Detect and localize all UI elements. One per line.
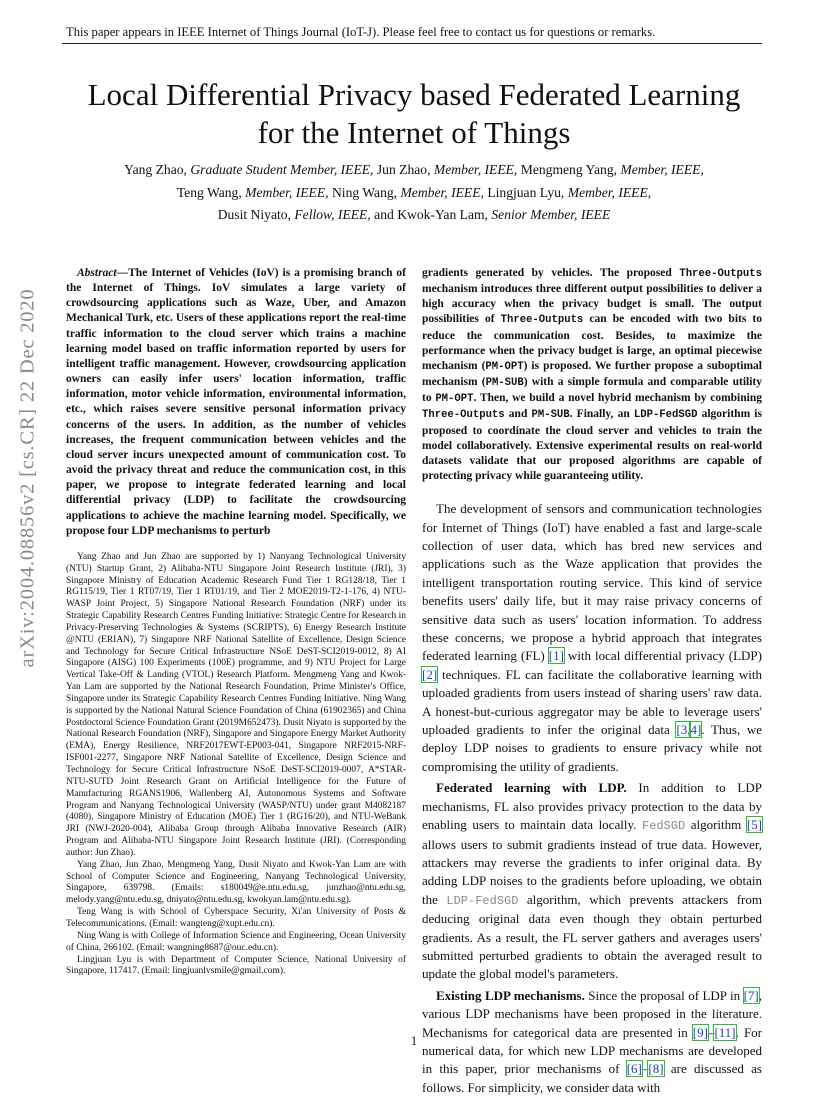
paper-title bbox=[40, 76, 788, 152]
paragraph-text: The development of sensors and communication technologies for Internet of Things (IoT) have enabled a fast and large-scale collection of user data, which has bred new services and applications such as the Waze application that provides the intelligent transportation routing service. This kind of service benefits users' daily life, but it may raise privacy concerns of sensitive data such as users' location information. To address these concerns, we propose a hybrid approach that integrates federated learning (FL) bbox=[422, 501, 762, 664]
paragraph-text: with local differential privacy (LDP) bbox=[563, 648, 762, 664]
citation-link[interactable]: [1] bbox=[548, 648, 564, 664]
citation-link[interactable]: [6] bbox=[626, 1061, 642, 1077]
footnote-affiliation-ouc: Ning Wang is with College of Information Science and Engineering, Ocean University of China, 266102. (Email: wangning8687@ouc.edu.cn). bbox=[66, 930, 406, 953]
citation-link[interactable]: 4] bbox=[690, 722, 702, 738]
paragraph-text: algorithm bbox=[685, 817, 747, 833]
abstract-text: mechanism introduces three different output possibilities to deliver a high accuracy when the privacy budget is small. The output possibilities of bbox=[422, 283, 762, 326]
arxiv-identifier: arXiv:2004.08856v2 [cs.CR] 22 Dec 2020 bbox=[16, 288, 39, 668]
abstract-label: Abstract bbox=[77, 267, 117, 279]
author-name: Mengmeng Yang, bbox=[520, 162, 618, 177]
footnote-affiliation-xupt: Teng Wang is with School of Cyberspace Security, Xi'an University of Posts & Telecommunications. (Email: wangteng@xupt.edu.cn). bbox=[66, 907, 406, 929]
footnotes bbox=[66, 552, 406, 978]
citation-link[interactable]: [11] bbox=[714, 1024, 736, 1040]
mechanism-name: PM-OPT bbox=[485, 360, 524, 373]
mechanism-name: LDP-FedSGD bbox=[633, 409, 698, 422]
mechanism-name: Three-Outputs bbox=[500, 314, 584, 327]
paragraph-text: . Thus, we deploy LDP noises to gradients to ensure privacy while not compromising the utility of gradients. bbox=[422, 722, 762, 774]
footnote-affiliation-ntu: Yang Zhao, Jun Zhao, Mengmeng Yang, Dusit Niyato and Kwok-Yan Lam are with School of Computer Science and Engineering, Nanyang Technological University, Singapore, 639798. (Emails: s180049@e.ntu.edu.sg, junzhao@ntu.edu.sg, melody.yang@ntu.edu.sg, dniyato@ntu.edu.sg, kwokyan.lam@ntu.edu.sg). bbox=[66, 859, 406, 906]
journal-header-note: This paper appears in IEEE Internet of Things Journal (IoT-J). Please feel free to contact us for questions or remarks. bbox=[66, 25, 656, 39]
author-line-1 bbox=[40, 159, 788, 182]
author-line-3 bbox=[40, 204, 788, 227]
citation-link[interactable]: [2] bbox=[422, 666, 438, 682]
arxiv-side-stamp bbox=[6, 248, 50, 708]
mechanism-name: PM-SUB bbox=[531, 409, 570, 422]
abstract-text: —The Internet of Vehicles (IoV) is a promising branch of the Internet of Things. IoV simulates a large variety of crowdsourcing applications such as Waze, Uber, and Amazon Mechanical Turk, etc. Users of these applications report the real-time traffic information to the cloud server which trains a machine learning model based on traffic information reported by users for intelligent traffic management. However, crowdsourcing application owners can easily infer users' location information, traffic information, motor vehicle information, environmental information, etc., which raises severe sensitive personal information privacy concerns of the users. In addition, as the number of vehicles increases, the frequent communication between vehicles and the cloud server incurs unexpected amount of communication cost. To avoid the privacy threat and reduce the communication cost, in this paper, we propose to integrate federated learning and local differential privacy (LDP) to facilitate the crowdsourcing applications to achieve the machine learning model. Specifically, we propose four LDP mechanisms to perturb bbox=[66, 267, 406, 537]
paragraph-text: , various LDP mechanisms have been proposed in the literature. Mechanisms for categorical data are presented in bbox=[422, 987, 762, 1040]
abstract-text: . Then, we build a novel hybrid mechanism by combining bbox=[473, 392, 762, 405]
footnote-funding: Yang Zhao and Jun Zhao are supported by 1) Nanyang Technological University (NTU) Startup Grant, 2) Alibaba-NTU Singapore Joint Research Institute (JRI), 3) Singapore Ministry of Education Academic Research Fund Tier 1 RG128/18, Tier 1 RG115/19, Tier 1 RT07/19, Tier 1 RT01/19, and Tier 2 MOE2019-T2-1-176, 4) NTU-WASP Joint Project, 5) Singapore National Research Foundation (NRF) under its Strategic Capability Research Centres Funding Initiative: Strategic Centre for Research in Privacy-Preserving Technologies & Systems (SCRIPTS), 6) Energy Research Institute @NTU (ERIAN), 7) Singapore NRF National Satellite of Excellence, Design Science and Technology for Secure Critical Infrastructure NSoE DeST-SCI2019-0012, 8) AI Singapore (AISG) 100 Experiments (100E) programme, and 9) NTU Project for Large Vertical Take-Off & Landing (VTOL) Research Platform. Mengmeng Yang and Kwok-Yan Lam are supported by the National Research Foundation, Prime Minister's Office, Singapore under its Strategic Capability Research Centres Funding Initiative. Ning Wang is supported by the National Natural Science Foundation of China (61902365) and China Postdoctoral Science Foundation Grant (2019M652473). Dusit Niyato is supported by the National Research Foundation (NRF), Singapore and Singapore Energy Market Authority (EMA), Energy Resilience, NRF2017EWT-EP003-041, Singapore NRF2015-NRF-ISF001-2277, Singapore NRF National Satellite of Excellence, Design Science and Technology for Secure Critical Infrastructure NSoE DeST-SCI2019-0007, A*STAR-NTU-SUTD Joint Research Grant on Artificial Intelligence for the Future of Manufacturing RGANS1906, Wallenberg AI, Autonomous Systems and Software Program and Nanyang Technological University (WASP/NTU) under grant M4082187 (4080), Singapore Ministry of Education (MOE) Tier 1 (RG16/20), and NTU-WeBank JRI (NWJ-2020-004), Alibaba Group through Alibaba Innovative Research (AIR) Program and Alibaba-NTU Singapore Joint Research Institute (JRI). (Corresponding author: Jun Zhao). bbox=[66, 551, 406, 858]
author-name: Teng Wang, bbox=[176, 184, 242, 200]
author-role: Member, IEEE, bbox=[433, 162, 518, 177]
abstract-text: ) with a simple formula and comparable utility to bbox=[422, 376, 762, 405]
paragraph-text: In addition to LDP mechanisms, FL also provides privacy protection to the data by enabling users to maintain data locally. bbox=[422, 780, 762, 833]
author-role: Member, IEEE, bbox=[567, 184, 652, 200]
abstract-text: and bbox=[504, 408, 532, 421]
author-name: Lingjuan Lyu, bbox=[487, 184, 565, 200]
intro-paragraph-1 bbox=[422, 500, 762, 776]
author-role: Graduate Student Member, IEEE, bbox=[190, 162, 374, 177]
abstract-text: . Finally, an bbox=[569, 408, 634, 421]
citation-link[interactable]: [5] bbox=[746, 817, 763, 833]
abstract-text: ) is proposed. We further propose a suboptimal mechanism ( bbox=[422, 359, 762, 389]
footnote-affiliation-nus: Lingjuan Lyu is with Department of Computer Science, National University of Singapore, 117417. (Email: lingjuanlvsmile@gmail.com). bbox=[66, 954, 406, 977]
paragraph-text: are discussed as follows. For simplicity, we consider data with bbox=[422, 1061, 762, 1095]
paragraph-text: techniques. FL can facilitate the collaborative learning with uploaded gradients from users instead of sharing users' raw data. A honest-but-curious aggregator may be able to leverage users' uploaded gradients to infer the original data bbox=[422, 666, 762, 738]
abstract-text: can be encoded with two bits to reduce the communication cost. Besides, to maximize the performance when the privacy budget is large, an optimal piecewise mechanism ( bbox=[422, 313, 762, 372]
right-column bbox=[422, 266, 762, 1097]
introduction bbox=[422, 500, 762, 1097]
mechanism-name: PM-SUB bbox=[485, 377, 524, 390]
algorithm-name: FedSGD bbox=[641, 819, 686, 834]
runin-heading: Federated learning with LDP. bbox=[436, 780, 627, 796]
header-rule bbox=[62, 43, 762, 44]
author-role: Member, IEEE, bbox=[620, 162, 704, 177]
algorithm-name: LDP-FedSGD bbox=[446, 893, 519, 908]
mechanism-name: PM-OPT bbox=[435, 393, 474, 406]
author-line-2 bbox=[40, 182, 788, 205]
author-name: Yang Zhao, bbox=[124, 162, 187, 177]
paragraph-text: – bbox=[641, 1061, 649, 1077]
author-name: Ning Wang, bbox=[331, 184, 398, 200]
mechanism-name: Three-Outputs bbox=[679, 268, 762, 280]
intro-paragraph-2 bbox=[422, 779, 762, 983]
author-role: Senior Member, IEEE bbox=[491, 207, 611, 222]
author-name: Dusit Niyato, bbox=[217, 207, 291, 222]
author-role: Fellow, IEEE, bbox=[294, 207, 371, 222]
page-number: 1 bbox=[410, 1034, 418, 1048]
abstract-text: algorithm is proposed to coordinate the cloud server and vehicles to train the model collaboratively. Extensive experimental results on real-world datasets validate that our proposed algorithms are capable of protecting privacy while guaranteeing utility. bbox=[422, 408, 762, 483]
runin-heading: Existing LDP mechanisms. bbox=[436, 987, 585, 1003]
author-role: Member, IEEE, bbox=[400, 184, 484, 200]
title-line-1: Local Differential Privacy based Federated Learning bbox=[87, 77, 741, 112]
author-name: Jun Zhao, bbox=[376, 162, 431, 177]
citation-link[interactable]: [3, bbox=[676, 722, 691, 738]
citation-link[interactable]: [7] bbox=[743, 987, 759, 1003]
abstract-part-1 bbox=[66, 266, 406, 539]
abstract-part-2 bbox=[422, 266, 762, 484]
paragraph-text: allows users to submit gradients instead of true data. However, attackers may reverse the gradients to infer original data. By adding LDP noises to the gradients before uploading, we obtain the bbox=[422, 836, 762, 907]
author-role: Member, IEEE, bbox=[245, 184, 329, 200]
mechanism-name: Three-Outputs bbox=[422, 409, 505, 422]
paragraph-text: . For numerical data, for which new LDP mechanisms are developed in this paper, prior mechanisms of bbox=[422, 1024, 762, 1077]
paragraph-text: Since the proposal of LDP in bbox=[584, 987, 744, 1003]
paragraph-text: algorithm, which prevents attackers from deducing original data even though they obtain perturbed gradients. As a result, the FL server gathers and averages users' submitted perturbed gradients to obtain the averaged result to update the global model's parameters. bbox=[422, 891, 762, 982]
citation-link[interactable]: [8] bbox=[648, 1061, 664, 1077]
citation-link[interactable]: [9] bbox=[692, 1024, 708, 1040]
title-line-2: for the Internet of Things bbox=[257, 115, 571, 150]
paragraph-text: – bbox=[707, 1024, 715, 1040]
author-list bbox=[40, 159, 788, 227]
abstract-text: gradients generated by vehicles. The proposed bbox=[422, 267, 680, 279]
left-column bbox=[66, 266, 406, 978]
author-name: and Kwok-Yan Lam, bbox=[374, 207, 488, 222]
